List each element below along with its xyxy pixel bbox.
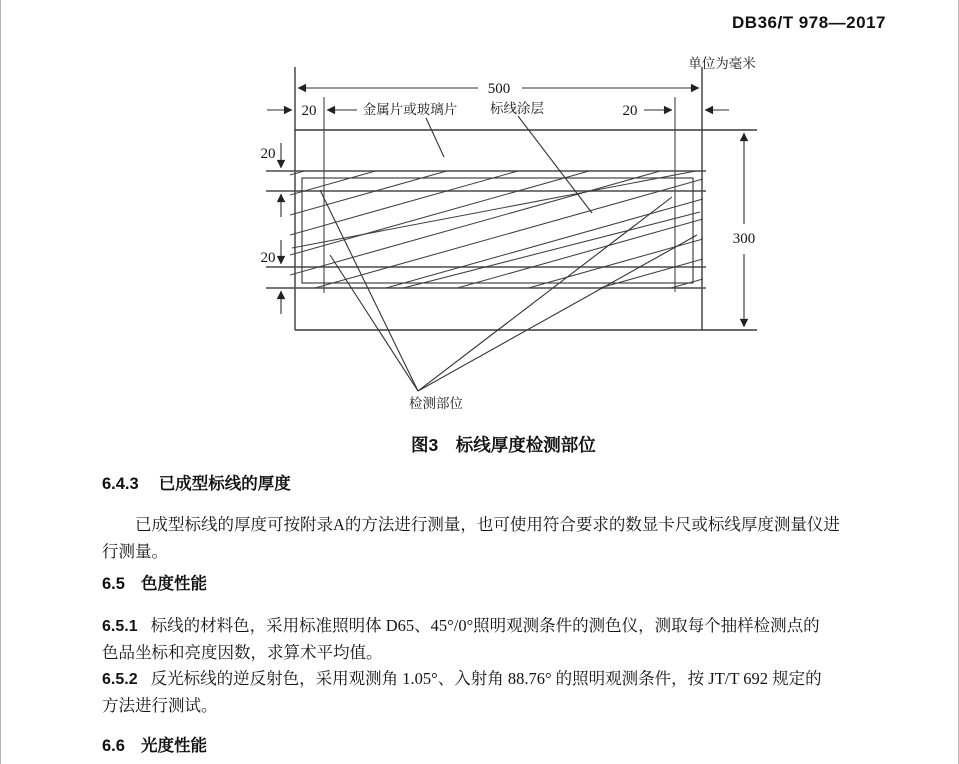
leader-detect-1 xyxy=(320,190,418,391)
leader-detect-2 xyxy=(330,255,418,391)
standard-number-header: DB36/T 978—2017 xyxy=(732,13,886,32)
section-number: 6.5 xyxy=(102,575,125,593)
section-title: 已成型标线的厚度 xyxy=(158,475,291,493)
dimension-20-bottom-strip xyxy=(261,240,282,314)
dimension-500 xyxy=(298,81,699,97)
unit-note: 单位为毫米 xyxy=(688,56,756,71)
section-heading-6-5 xyxy=(102,570,207,594)
section-heading-6-6 xyxy=(102,732,207,756)
detect-label: 检测部位 xyxy=(409,396,463,411)
clause-number: 6.5.2 xyxy=(102,671,138,688)
clause-number: 6.5.1 xyxy=(102,618,138,635)
dim-20-top-strip-label: 20 xyxy=(260,146,276,162)
section-title: 色度性能 xyxy=(140,575,207,593)
paragraph-line: 反光标线的逆反射色，采用观测角 1.05°、入射角 88.76° 的照明观测条件，按 JT/T 692 规定的 xyxy=(150,669,822,688)
section-title: 光度性能 xyxy=(140,737,207,755)
leader-detect-4 xyxy=(418,235,697,391)
plate-label: 金属片或玻璃片 xyxy=(362,102,458,117)
paragraph-line: 标线的材料色，采用标准照明体 D65、45°/0°照明观测条件的测色仪，测取每个抽样检测点的 xyxy=(150,616,820,635)
dimension-20-left xyxy=(267,103,357,119)
dim-20-left-label: 20 xyxy=(301,103,317,119)
paragraph-line: 色品坐标和亮度因数，求算术平均值。 xyxy=(102,643,383,662)
paragraph-6-4-3 xyxy=(102,511,840,565)
dimension-20-right xyxy=(623,103,730,119)
dimension-300 xyxy=(733,133,756,327)
paragraph-line: 行测量。 xyxy=(102,542,168,561)
paragraph-line: 已成型标线的厚度可按附录A的方法进行测量，也可使用符合要求的数显卡尺或标线厚度测量仪进 xyxy=(135,515,840,534)
section-number: 6.4.3 xyxy=(102,475,139,493)
leader-plate-label xyxy=(426,118,444,157)
section-number: 6.6 xyxy=(102,737,125,755)
dim-300-label: 300 xyxy=(732,231,756,247)
dim-20-bottom-strip-label: 20 xyxy=(260,250,276,266)
dimension-20-top-strip xyxy=(261,143,282,217)
dim-500-label: 500 xyxy=(487,81,511,97)
figure-caption: 图3 标线厚度检测部位 xyxy=(411,435,596,455)
section-heading-6-4-3 xyxy=(102,470,291,494)
coating-label: 标线涂层 xyxy=(490,101,544,116)
leader-detect-3 xyxy=(418,197,672,391)
dim-20-right-label: 20 xyxy=(622,103,638,119)
paragraph-line: 方法进行测试。 xyxy=(102,696,218,715)
paragraph-6-5-1 xyxy=(102,612,820,666)
paragraph-6-5-2 xyxy=(102,665,822,719)
